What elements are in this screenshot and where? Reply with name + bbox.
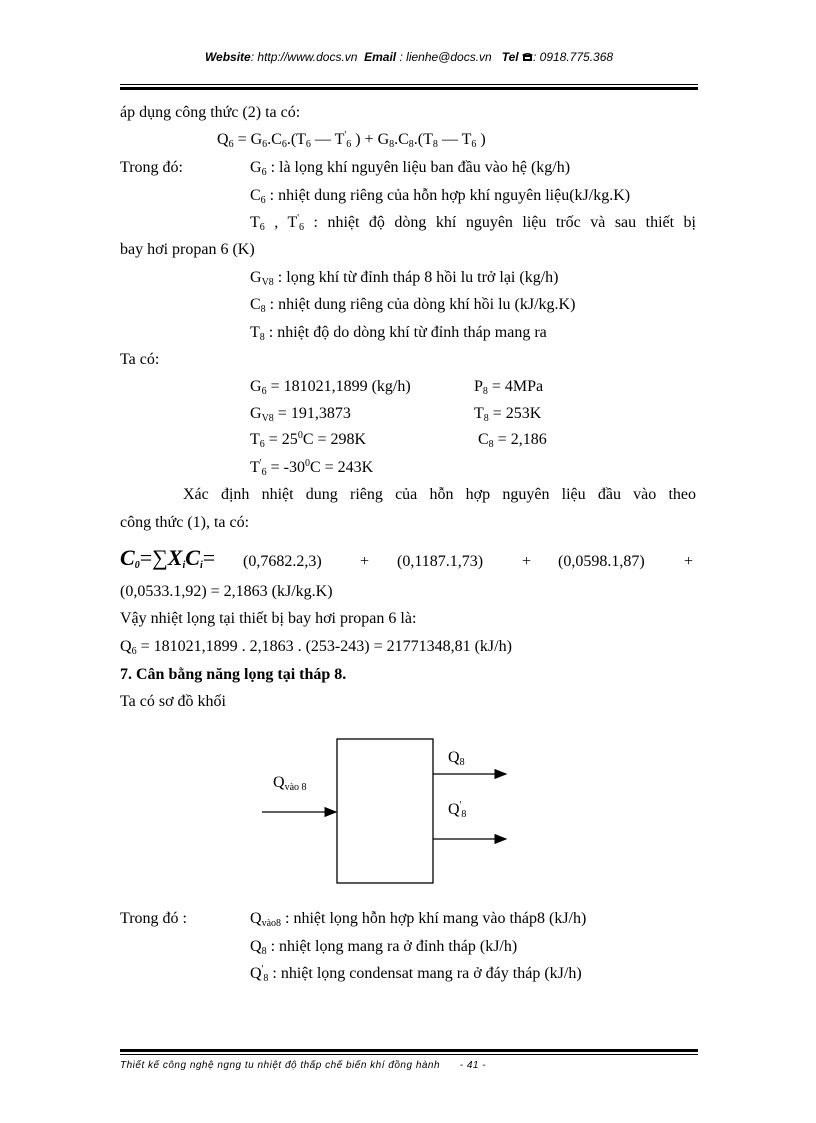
formula-c0: $C_0=\sum X_iC_i=$ [120,545,216,571]
phone-icon [522,52,533,62]
website-value[interactable]: : http://www.docs.vn [250,50,358,64]
definition-g6: $G_6$ : là lọng khí nguyên liệu ban đầu vào hệ (kg/h) [250,159,571,178]
tower-block [337,739,433,883]
footer-title: Thiết kế công nghệ ngng tu nhiệt độ thấp chế biến khí đồng hành - 41 - [120,1060,487,1071]
given-label: Ta có: [120,351,160,368]
definition-c8: $C_8$ : nhiệt dung riêng của dòng khí hồi lu (kJ/kg.K) [250,296,576,315]
value-gv8: $G_{V8} = 191,3873$ [250,405,351,424]
website-label: Website [204,50,251,64]
formula-term-2: (0,1187.1,73) [397,553,484,570]
conclusion-line: Vậy nhiệt lọng tại thiết bị bay hơi propan 6 là: [120,610,417,627]
page-number: - 41 - [459,1060,487,1071]
paragraph-heat-capacity-cont: công thức (1), ta có: [120,514,250,531]
formula-term-3: (0,0598.1,87) [558,553,645,570]
footer-rule-thick [120,1049,698,1052]
email-value[interactable]: : lienhe@docs.vn [399,50,492,64]
formula-plus-1: + [360,553,370,570]
value-p8: $P_8 = 4MPa$ [474,378,544,397]
definition-c6: $C_6$ : nhiệt dung riêng của hỗn hợp khí nguyên liệu(kJ/kg.K) [250,187,631,206]
legend-q8: $Q_8$ : nhiệt lọng mang ra ở đỉnh tháp (kJ/h) [250,938,518,957]
formula-term-1: (0,7682.2,3) [243,553,322,570]
header-rule-thin [120,84,698,85]
legend-q-in: $Q_{vào8}$ : nhiệt lọng hỗn hợp khí mang vào tháp8 (kJ/h) [250,910,587,929]
tel-value: : 0918.775.368 [532,50,614,64]
footer-rule-thin [120,1054,698,1055]
formula-plus-3: + [684,553,694,570]
diagram-label-inlet: $Q_{vào 8}$ [273,774,307,793]
block-diagram [260,730,520,890]
diagram-label-top-outlet: $Q_8$ [448,749,465,768]
value-g6: $G_6 = 181021,1899$ (kg/h) [250,378,411,397]
tel-label: Tel [501,50,519,64]
equation-q6: $Q_6 = G_6.C_6.(T_6$ — $T'_6$ ) + $G_8.C_8.(T_8$ — $T_6$ ) [217,130,486,150]
section-heading: 7. Cân bằng năng lọng tại tháp 8. [120,666,347,683]
definition-t6-cont: bay hơi propan 6 (K) [120,241,255,258]
value-t6-prime: $T'_6 = -30^0C = 243K$ [250,458,374,478]
formula-line-2: (0,0533.1,92) = 2,1863 (kJ/kg.K) [120,583,333,600]
value-t8: $T_8 = 253K$ [474,405,542,424]
where-label: Trong đó: [120,159,183,176]
value-c8: $C_8 = 2,186$ [478,431,547,450]
intro-line: áp dụng công thức (2) ta có: [120,104,301,121]
definition-t6: $T_6$ , $T'_6$ : nhiệt độ dòng khí nguyên liệu trốc và sau thiết bị [250,213,696,233]
page-header [120,50,698,64]
paragraph-heat-capacity: Xác định nhiệt dung riêng của hỗn hợp nguyên liệu đầu vào theo [183,486,696,503]
block-diagram-intro: Ta có sơ đồ khối [120,693,226,710]
definition-gv8: $G_{V8}$ : lọng khí từ đỉnh tháp 8 hồi lu trở lại (kg/h) [250,269,559,288]
diagram-label-bottom-outlet: $Q'_8$ [448,800,467,820]
result-q6: $Q_6 = 181021,1899$ . 2,1863 . (253-243) = 21771348,81 (kJ/h) [120,638,512,657]
definition-t8: $T_8$ : nhiệt độ do dòng khí từ đỉnh tháp mang ra [250,324,547,343]
email-label: Email [364,50,397,64]
legend-q8-prime: $Q'_8$ : nhiệt lọng condensat mang ra ở đáy tháp (kJ/h) [250,964,582,984]
header-rule-thick [120,87,698,90]
where-label-2: Trong đó : [120,910,187,927]
formula-plus-2: + [522,553,532,570]
value-t6: $T_6 = 25^0C = 298K$ [250,430,367,450]
